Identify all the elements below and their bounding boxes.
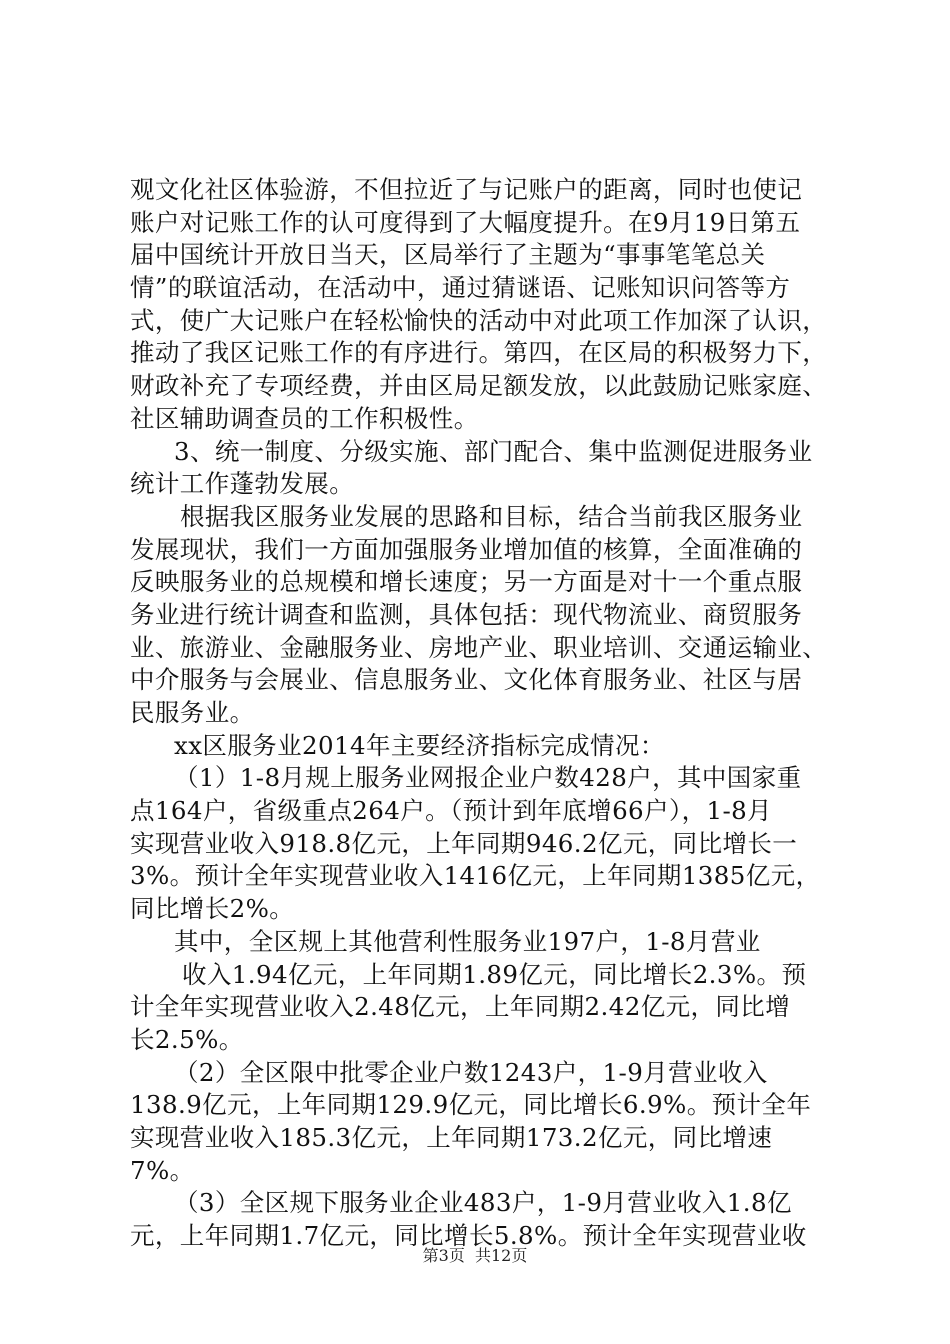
text-line: 务业进行统计调查和监测，具体包括：现代物流业、商贸服务 [130, 599, 803, 629]
text-line: 其中，全区规上其他营利性服务业197户，1-8月营业 [174, 926, 761, 956]
text-line: xx区服务业2014年主要经济指标完成情况： [174, 730, 665, 760]
text-line: 根据我区服务业发展的思路和目标，结合当前我区服务业 [180, 501, 803, 531]
text-line: 届中国统计开放日当天，区局举行了主题为“事事笔笔总关 [130, 240, 766, 270]
text-line: 138.9亿元，上年同期129.9亿元，同比增长6.9%。预计全年 [130, 1090, 812, 1120]
text-line: 反映服务业的总规模和增长速度；另一方面是对十一个重点服 [130, 567, 803, 597]
text-line: 情”的联谊活动，在活动中，通过猜谜语、记账知识问答等方 [130, 273, 791, 303]
text-line: 观文化社区体验游，不但拉近了与记账户的距离，同时也使记 [130, 175, 803, 204]
text-line: 3%。预计全年实现营业收入1416亿元，上年同期1385亿元， [130, 861, 821, 891]
text-line: （3）全区规下服务业企业483户，1-9月营业收入1.8亿 [174, 1188, 792, 1218]
text-line: 3、统一制度、分级实施、部门配合、集中监测促进服务业 [174, 436, 813, 466]
text-line: 社区辅助调查员的工作积极性。 [130, 403, 479, 433]
text-line: 元，上年同期1.7亿元，同比增长5.8%。预计全年实现营业收 [130, 1221, 807, 1250]
document-body [130, 174, 830, 1253]
page-footer: 第3页 共12页 [422, 1246, 528, 1265]
text-line: 实现营业收入918.8亿元，上年同期946.2亿元，同比增长一 [130, 828, 798, 858]
text-line: （2）全区限中批零企业户数1243户，1-9月营业收入 [174, 1057, 768, 1087]
text-line: 民服务业。 [130, 698, 255, 727]
text-line: 财政补充了专项经费，并由区局足额发放，以此鼓励记账家庭、 [130, 371, 828, 401]
text-line: 同比增长2%。 [130, 894, 295, 924]
text-line: 收入1.94亿元，上年同期1.89亿元，同比增长2.3%。预 [182, 959, 807, 989]
text-line: 统计工作蓬勃发展。 [130, 469, 355, 499]
text-line: 发展现状，我们一方面加强服务业增加值的核算，全面准确的 [130, 534, 803, 564]
text-line: 式，使广大记账户在轻松愉快的活动中对此项工作加深了认识， [130, 305, 828, 335]
text-line: 中介服务与会展业、信息服务业、文化体育服务业、社区与居 [130, 665, 803, 695]
text-line: 账户对记账工作的认可度得到了大幅度提升。在9月19日第五 [130, 207, 801, 237]
text-line: 实现营业收入185.3亿元，上年同期173.2亿元，同比增速 [130, 1122, 773, 1152]
text-line: （1）1-8月规上服务业网报企业户数428户，其中国家重 [174, 763, 802, 793]
text-line: 7%。 [130, 1155, 195, 1185]
text-line: 计全年实现营业收入2.48亿元，上年同期2.42亿元，同比增 [130, 992, 791, 1022]
text-line: 长2.5%。 [130, 1024, 244, 1054]
text-line: 推动了我区记账工作的有序进行。第四，在区局的积极努力下， [130, 338, 828, 368]
text-line: 点164户，省级重点264户。（预计到年底增66户），1-8月 [130, 796, 773, 826]
text-line: 业、旅游业、金融服务业、房地产业、职业培训、交通运输业、 [130, 632, 828, 662]
